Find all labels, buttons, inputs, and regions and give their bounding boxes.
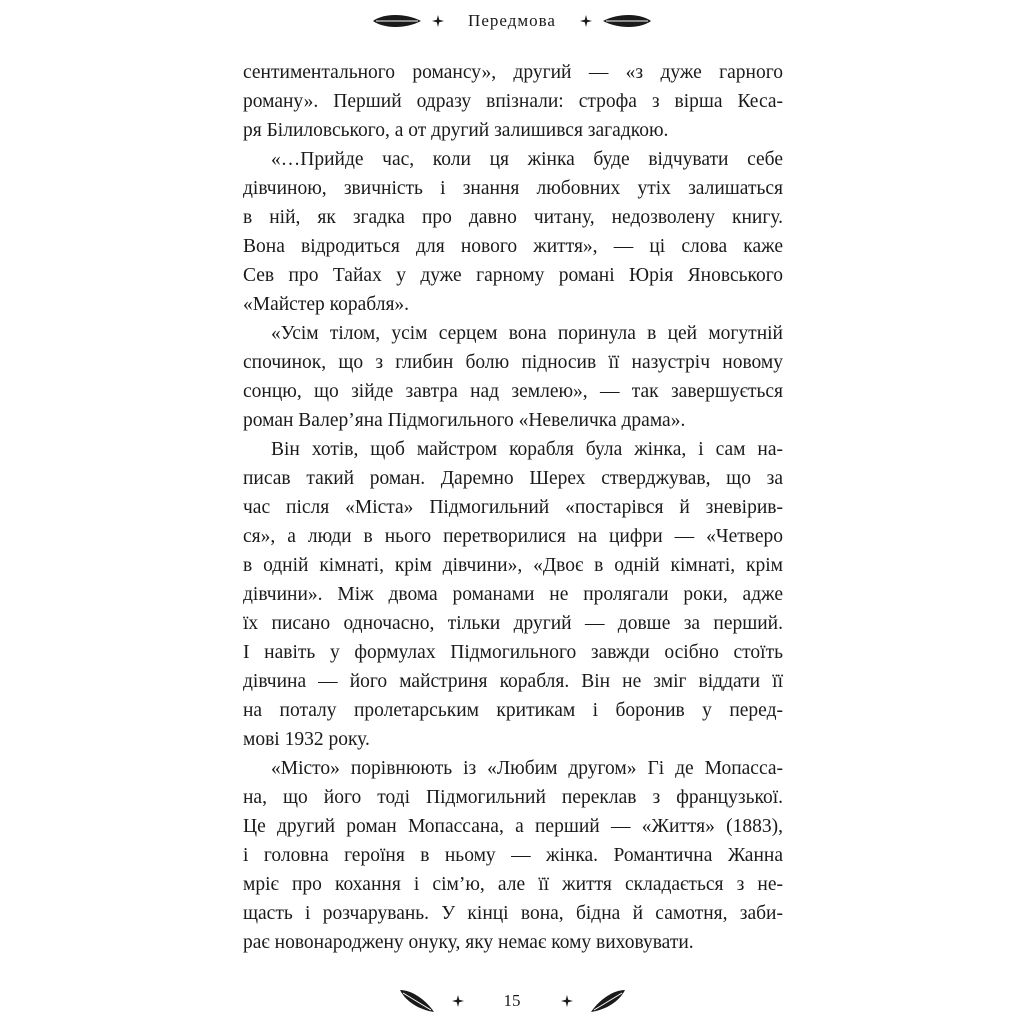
- text-line: сонцю, що зійде завтра над землею», — так завершується: [243, 381, 783, 402]
- text-line: «Місто» порівнюють із «Любим другом» Гі де Мопасса-: [271, 758, 783, 779]
- leaf-ornament-icon: [372, 14, 422, 28]
- text-line: ря Білиловського, а от другий залишився загадкою.: [243, 120, 669, 141]
- page-footer: [0, 985, 1024, 1017]
- leaf-sprig-icon: [587, 986, 627, 1016]
- four-point-star-icon: [432, 15, 444, 27]
- text-line: мові 1932 року.: [243, 729, 370, 750]
- running-header: [0, 6, 1024, 36]
- text-line: «Майстер корабля».: [243, 294, 410, 315]
- text-line: роману». Перший одразу впізнали: строфа з вірша Кеса-: [243, 91, 783, 112]
- paragraph: [243, 58, 783, 145]
- text-line: спочинок, що з глибин болю підносив її назустріч новому: [243, 352, 783, 373]
- text-line: їх писано одночасно, тільки другий — довше за перший.: [243, 613, 783, 634]
- text-line: ся», а люди в нього перетворилися на цифри — «Четверо: [243, 526, 783, 547]
- text-line: дівчини». Між двома романами не пролягали роки, адже: [243, 584, 783, 605]
- text-line: на, що його тоді Підмогильний переклав з французької.: [243, 787, 783, 808]
- text-line: сентиментального романсу», другий — «з дуже гарного: [243, 62, 783, 83]
- paragraph: [243, 435, 783, 754]
- text-line: писав такий роман. Даремно Шерех стверджував, що за: [243, 468, 783, 489]
- text-line: дівчина — його майстриня корабля. Він не зміг віддати її: [243, 671, 783, 692]
- text-line: роман Валер’яна Підмогильного «Невеличка драма».: [243, 410, 686, 431]
- text-line: щасть і розчарувань. У кінці вона, бідна й самотня, заби-: [243, 903, 783, 924]
- text-line: дівчиною, звичність і знання любовних утіх залишаться: [243, 178, 783, 199]
- text-line: Вона відродиться для нового життя», — ці слова каже: [243, 236, 783, 257]
- leaf-ornament-icon: [602, 14, 652, 28]
- four-point-star-icon: [561, 995, 573, 1007]
- leaf-sprig-icon: [398, 986, 438, 1016]
- text-line: час після «Міста» Підмогильний «постарівся й зневірив-: [243, 497, 783, 518]
- paragraph: [243, 754, 783, 957]
- text-line: Він хотів, щоб майстром корабля була жінка, і сам на-: [271, 439, 783, 460]
- text-line: «Усім тілом, усім серцем вона поринула в цей могутній: [271, 323, 783, 344]
- text-line: Сев про Тайах у дуже гарному романі Юрія Яновського: [243, 265, 783, 286]
- running-header-title: Передмова: [468, 11, 556, 30]
- body-text: [243, 58, 783, 957]
- text-line: Це другий роман Мопассана, а перший — «Життя» (1883),: [243, 816, 783, 837]
- paragraph: [243, 319, 783, 435]
- text-line: «…Прийде час, коли ця жінка буде відчувати себе: [271, 149, 783, 170]
- four-point-star-icon: [452, 995, 464, 1007]
- text-line: рає новонароджену онуку, яку немає кому виховувати.: [243, 932, 694, 953]
- text-line: на поталу пролетарським критикам і боронив у перед-: [243, 700, 783, 721]
- text-line: в одній кімнаті, крім дівчини», «Двоє в одній кімнаті, крім: [243, 555, 783, 576]
- text-line: мріє про кохання і сім’ю, але її життя складається з не-: [243, 874, 783, 895]
- page-number: 15: [503, 991, 521, 1010]
- text-line: в ній, як згадка про давно читану, недозволену книгу.: [243, 207, 783, 228]
- four-point-star-icon: [580, 15, 592, 27]
- text-line: І навіть у формулах Підмогильного завжди осібно стоїть: [243, 642, 783, 663]
- paragraph: [243, 145, 783, 319]
- text-line: і головна героїня в ньому — жінка. Романтична Жанна: [243, 845, 783, 866]
